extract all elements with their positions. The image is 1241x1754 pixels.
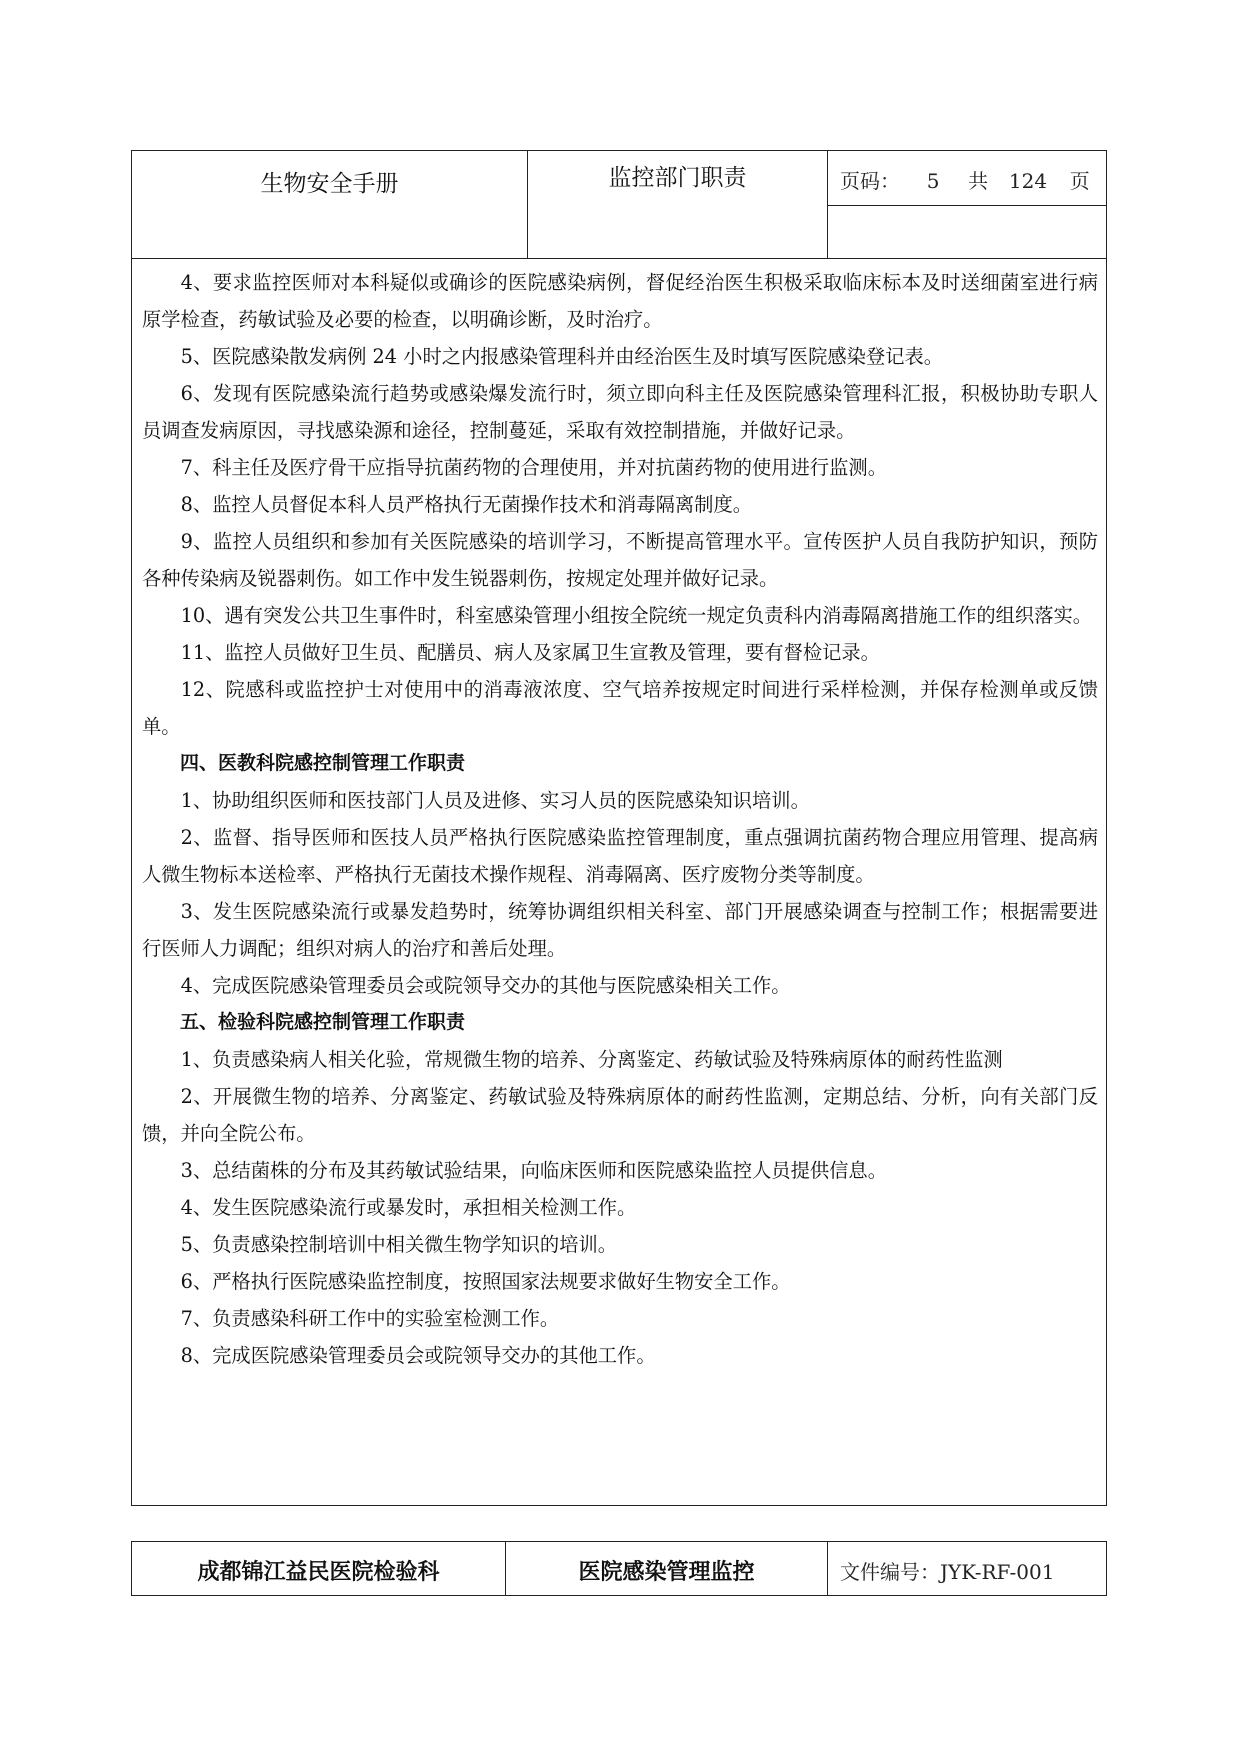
page-number: 5 [926, 169, 940, 193]
paragraph: 6、严格执行医院感染监控制度，按照国家法规要求做好生物安全工作。 [180, 1270, 791, 1293]
paragraph: 10、遇有突发公共卫生事件时，科室感染管理小组按全院统一规定负责科内消毒隔离措施工作的组织落实。 [180, 604, 1093, 627]
paragraph: 2、监督、指导医师和医技人员严格执行医院感染监控管理制度，重点强调抗菌药物合理应用管理、提高病人微生物标本送检率、严格执行无菌技术操作规程、消毒隔离、医疗废物分类等制度。 [142, 826, 1098, 886]
manual-title: 生物安全手册 [260, 171, 399, 197]
header-cell-page [828, 151, 1106, 258]
header-cell-manual [132, 151, 528, 258]
footer-cell-doc-number [828, 1542, 1106, 1595]
footer-cell-org [132, 1542, 506, 1595]
paragraph: 8、完成医院感染管理委员会或院领导交办的其他工作。 [180, 1344, 656, 1367]
section-heading: 四、医教科院感控制管理工作职责 [180, 752, 466, 774]
paragraph: 4、发生医院感染流行或暴发时，承担相关检测工作。 [180, 1196, 637, 1219]
paragraph: 3、发生医院感染流行或暴发趋势时，统筹协调组织相关科室、部门开展感染调查与控制工作；根据需要进行医师人力调配；组织对病人的治疗和善后处理。 [142, 900, 1098, 960]
paragraph: 2、开展微生物的培养、分离鉴定、药敏试验及特殊病原体的耐药性监测，定期总结、分析，向有关部门反馈，并向全院公布。 [142, 1085, 1098, 1145]
content-body [142, 264, 1098, 1374]
paragraph: 4、要求监控医师对本科疑似或确诊的医院感染病例，督促经治医生积极采取临床标本及时送细菌室进行病原学检查，药敏试验及必要的检查，以明确诊断，及时治疗。 [142, 271, 1098, 331]
section-title: 监控部门职责 [608, 165, 747, 191]
page-info [840, 165, 1090, 194]
footer-org: 成都锦江益民医院检验科 [197, 1560, 440, 1585]
paragraph: 6、发现有医院感染流行趋势或感染爆发流行时，须立即向科主任及医院感染管理科汇报，积极协助专职人员调查发病原因，寻找感染源和途径，控制蔓延，采取有效控制措施，并做好记录。 [142, 382, 1098, 442]
paragraph: 11、监控人员做好卫生员、配膳员、病人及家属卫生宣教及管理，要有督检记录。 [180, 641, 880, 664]
page-info-cell [828, 151, 1106, 206]
paragraph: 5、医院感染散发病例 24 小时之内报感染管理科并由经治医生及时填写医院感染登记表。 [180, 345, 944, 368]
paragraph: 9、监控人员组织和参加有关医院感染的培训学习，不断提高管理水平。宣传医护人员自我防护知识，预防各种传染病及锐器刺伤。如工作中发生锐器刺伤，按规定处理并做好记录。 [142, 530, 1098, 590]
total-pages: 124 [1008, 169, 1048, 193]
footer-subject: 医院感染管理监控 [578, 1560, 755, 1585]
header-cell-section [528, 151, 828, 258]
paragraph: 1、协助组织医师和医技部门人员及进修、实习人员的医院感染知识培训。 [180, 789, 810, 812]
footer-cell-subject [506, 1542, 828, 1595]
paragraph: 7、负责感染科研工作中的实验室检测工作。 [180, 1307, 560, 1330]
content-box [131, 259, 1107, 1506]
paragraph: 5、负责感染控制培训中相关微生物学知识的培训。 [180, 1233, 618, 1256]
paragraph: 1、负责感染病人相关化验，常规微生物的培养、分离鉴定、药敏试验及特殊病原体的耐药性监测 [180, 1048, 1003, 1071]
paragraph: 4、完成医院感染管理委员会或院领导交办的其他与医院感染相关工作。 [180, 974, 791, 997]
paragraph: 3、总结菌株的分布及其药敏试验结果，向临床医师和医院感染监控人员提供信息。 [180, 1159, 887, 1182]
total-prefix: 共 [968, 169, 989, 193]
paragraph: 7、科主任及医疗骨干应指导抗菌药物的合理使用，并对抗菌药物的使用进行监测。 [180, 456, 887, 479]
section-heading: 五、检验科院感控制管理工作职责 [180, 1011, 466, 1033]
paragraph: 8、监控人员督促本科人员严格执行无菌操作技术和消毒隔离制度。 [180, 493, 753, 516]
footer-table [131, 1541, 1107, 1596]
page-label: 页码： [840, 169, 900, 193]
total-suffix: 页 [1069, 169, 1090, 193]
header-table [131, 150, 1107, 259]
footer-doc-number: 文件编号：JYK-RF-001 [840, 1560, 1055, 1584]
paragraph: 12、院感科或监控护士对使用中的消毒液浓度、空气培养按规定时间进行采样检测，并保存检测单或反馈单。 [142, 678, 1098, 738]
